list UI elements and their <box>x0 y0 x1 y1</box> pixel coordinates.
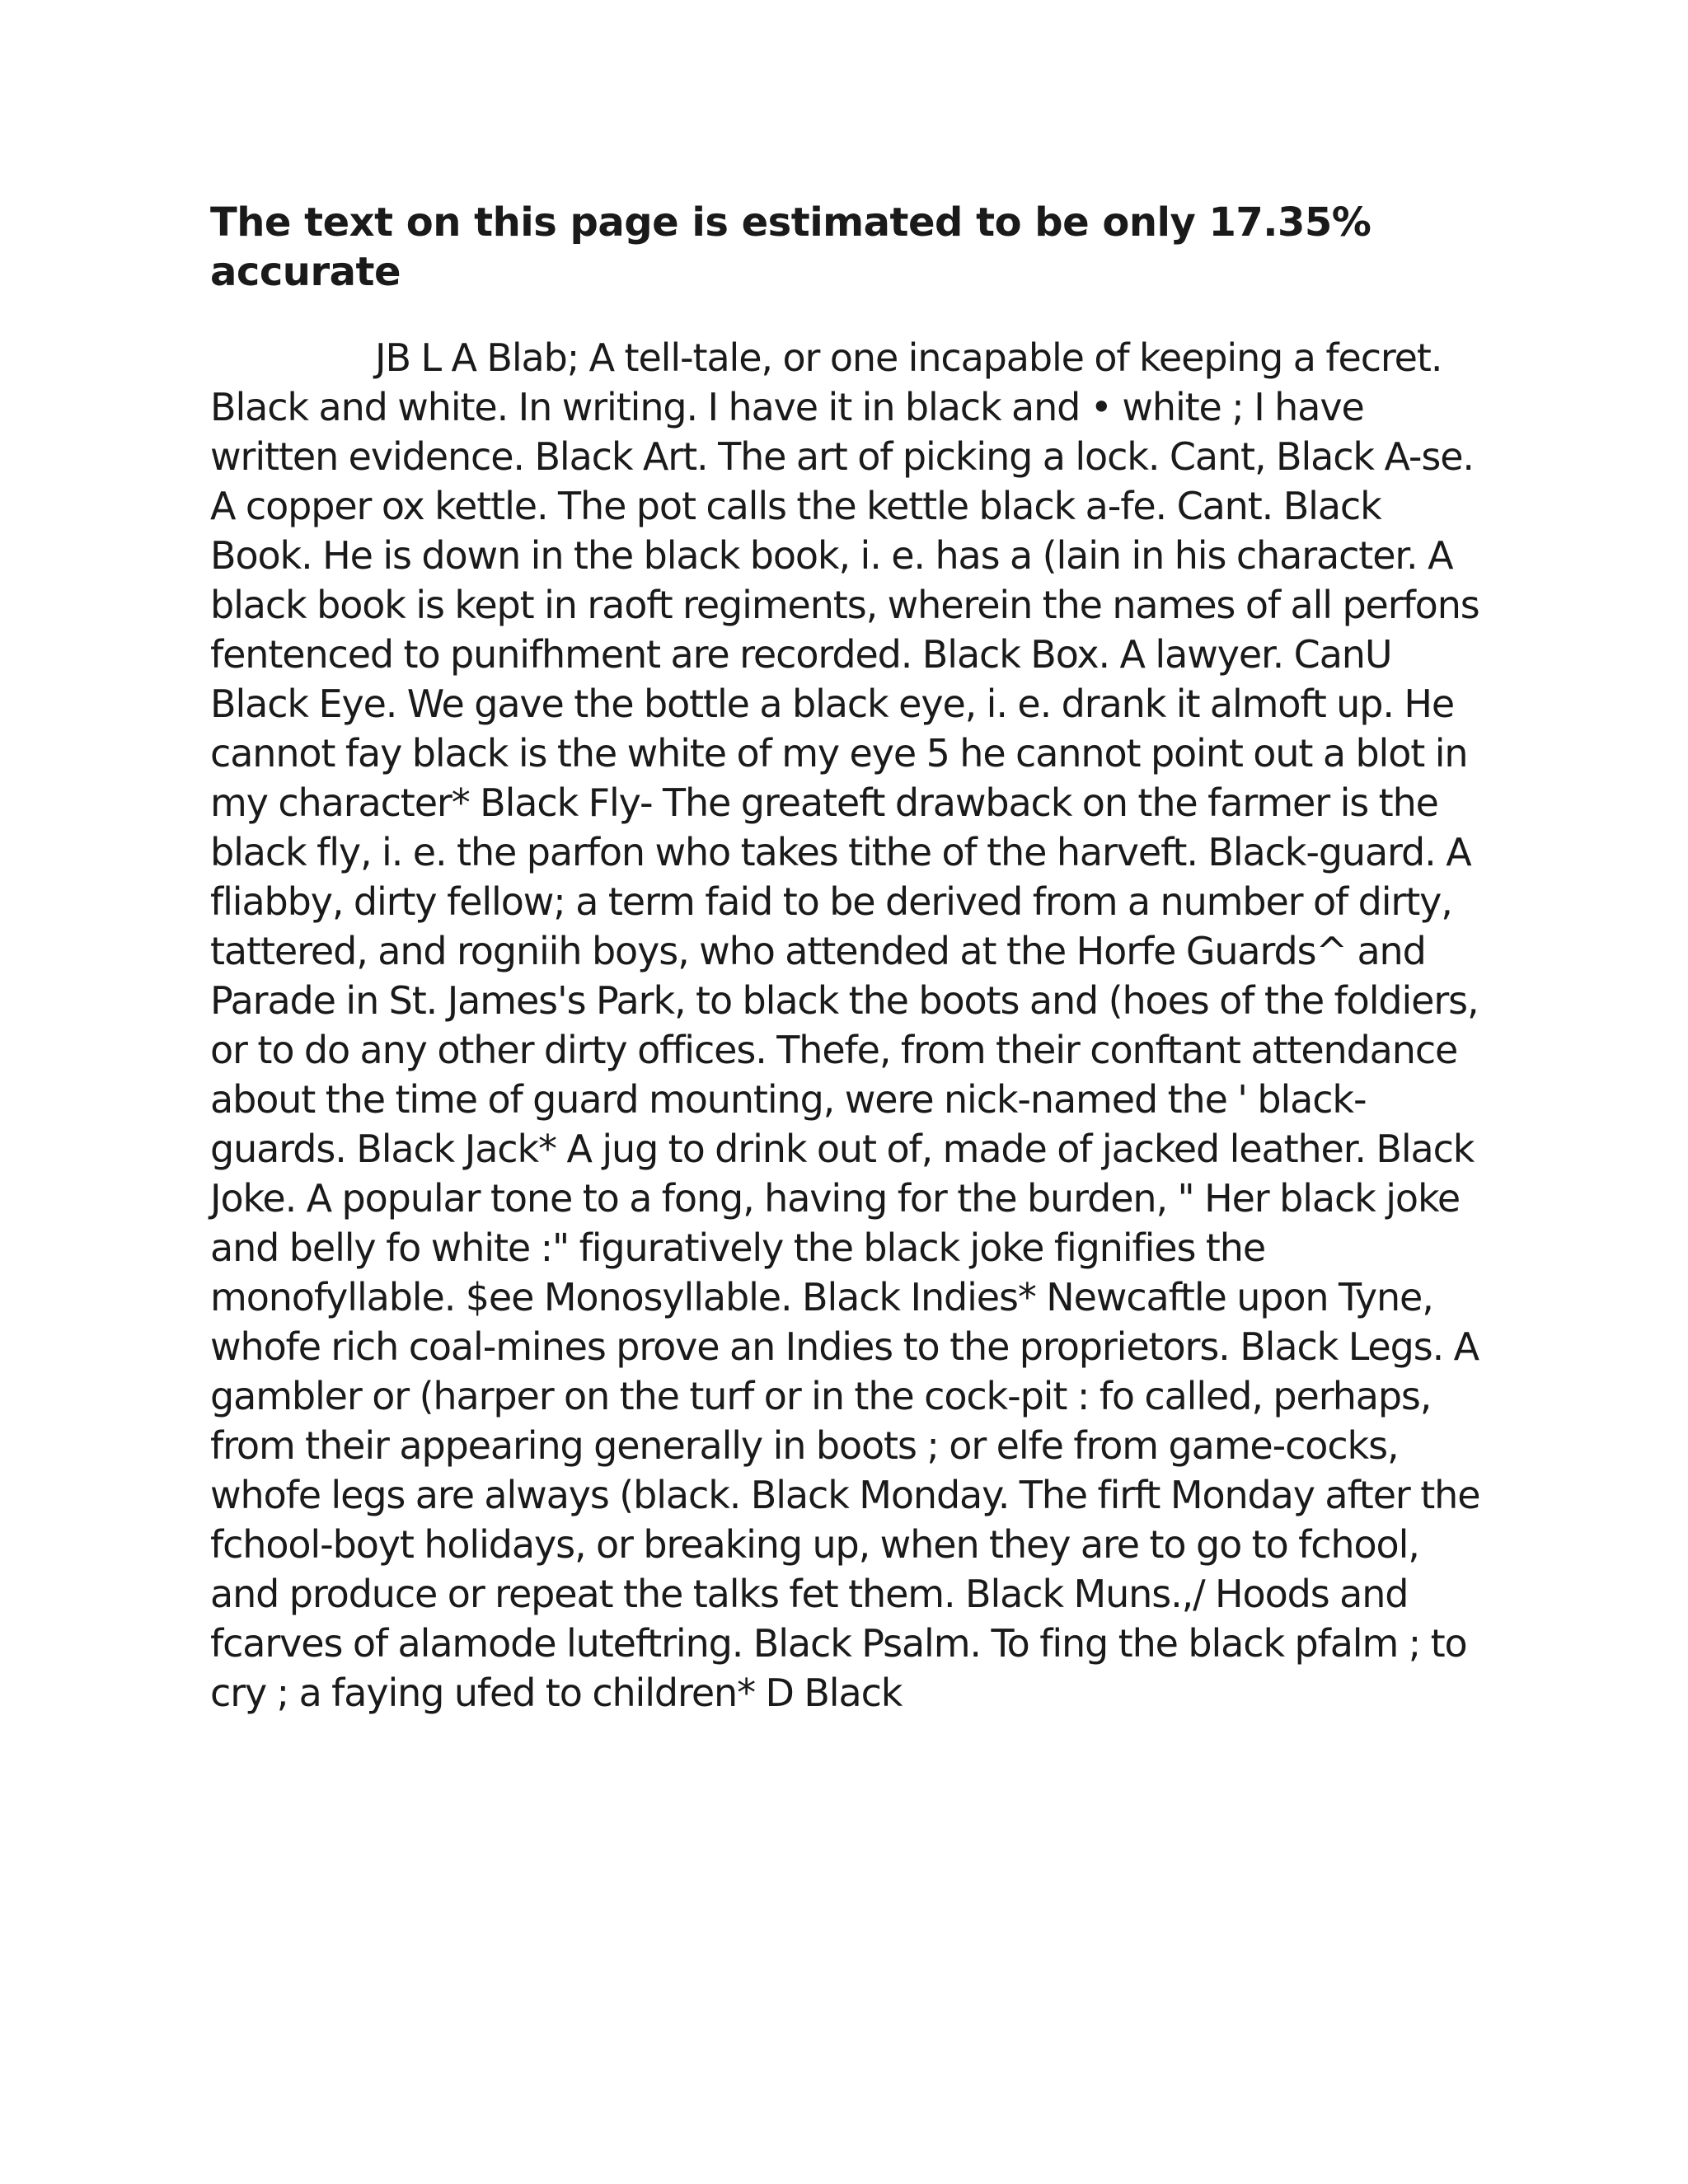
document-content <box>210 198 1488 1718</box>
ocr-body-text: JB L A Blab; A tell-tale, or one incapable of keeping a fecret. Black and white. In writing. I have it in black and • white ; I have written evidence. Black Art. The art of picking a lock. Cant, Black A-se. A copper ox kettle. The pot calls the kettle black a-fe. Cant. Black Book. He is down in the black book, i. e. has a (lain in his character. A black book is kept in raoft regiments, wherein the names of all perfons fentenced to punifhment are recorded. Black Box. A lawyer. CanU Black Eye. We gave the bottle a black eye, i. e. drank it almoft up. He cannot fay black is the white of my eye 5 he cannot point out a blot in my character* Black Fly- The greateft drawback on the farmer is the black fly, i. e. the parfon who takes tithe of the harveft. Black-guard. A fliabby, dirty fellow; a term faid to be derived from a number of dirty, tattered, and rogniih boys, who attended at the Horfe Guards^ and Parade in St. James's Park, to black the boots and (hoes of the foldiers, or to do any other dirty offices. Thefe, from their conftant attendance about the time of guard mounting, were nick-named the ' black-guards. Black Jack* A jug to drink out of, made of jacked leather. Black Joke. A popular tone to a fong, having for the burden, " Her black joke and belly fo white :" figuratively the black joke fignifies the monofyllable. $ee Monosyllable. Black Indies* Newcaftle upon Tyne, whofe rich coal-mines prove an Indies to the proprietors. Black Legs. A gambler or (harper on the turf or in the cock-pit : fo called, perhaps, from their appearing generally in boots ; or elfe from game-cocks, whofe legs are always (black. Black Monday. The firft Monday after the fchool-boyt holidays, or breaking up, when they are to go to fchool, and produce or repeat the talks fet them. Black Muns.,/ Hoods and fcarves of alamode luteftring. Black Psalm. To fing the black pfalm ; to cry ; a faying ufed to children* D Black <box>210 335 1480 1715</box>
accuracy-heading: The text on this page is estimated to be only 17.35% accurate <box>210 199 1372 295</box>
